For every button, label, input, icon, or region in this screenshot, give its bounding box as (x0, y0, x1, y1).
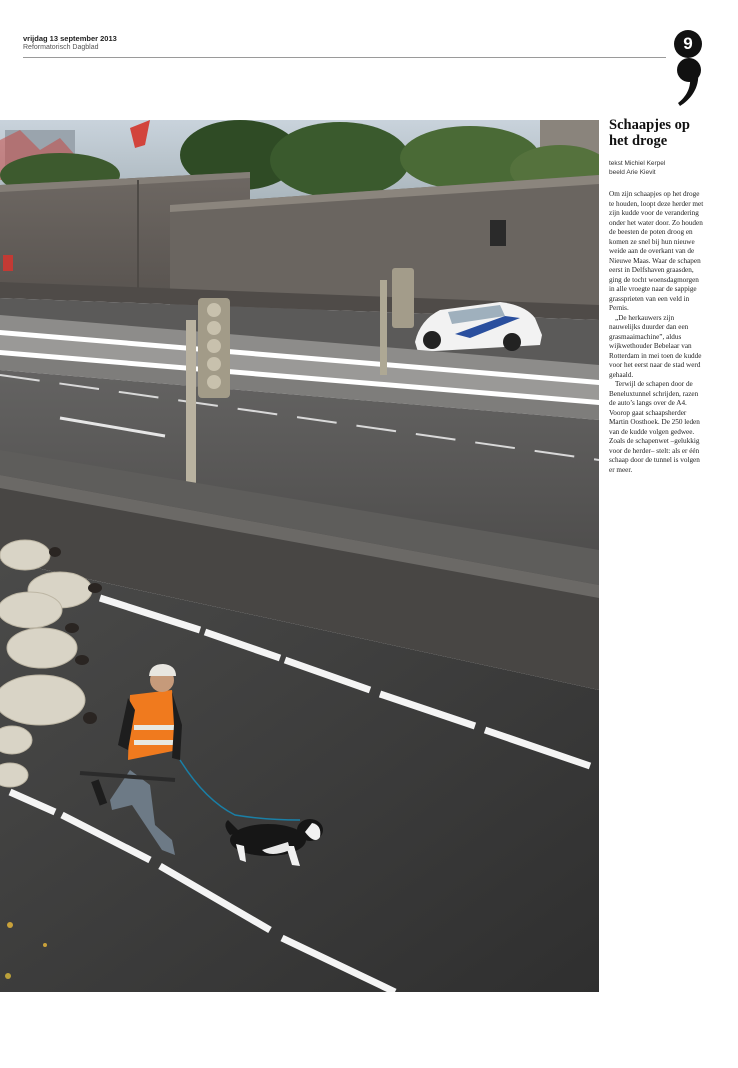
photo-illustration (0, 120, 599, 992)
page-number-badge (674, 30, 704, 108)
byline-photo: beeld Arie Kievit (609, 169, 656, 176)
article-headline: Schaapjes op het droge (609, 117, 690, 149)
article-column (609, 118, 705, 475)
byline-text: tekst Michiel Kerpel (609, 160, 666, 167)
tunnel-sheep-photo (0, 120, 599, 992)
article-paragraph: Om zijn schaapjes op het droge te houden, loopt deze herder met zijn kudde voor de verandering onder het water door. Zo houden de beesten de poten droog en komen ze snel bij hun nieuwe weide aan de overkant van de Nieuwe Maas. Waar de schapen eerst in Delfshaven graasden, ging de tocht woensdagmorgen in alle vroegte naar de sappige grassprieten van een veld in Pernis. (609, 190, 704, 312)
comma-mark-icon (674, 58, 704, 108)
newspaper-name: Reformatorisch Dagblad (23, 44, 99, 51)
page-number: 9 (674, 30, 702, 58)
header-divider (23, 57, 666, 58)
article-paragraph: „De herkauwers zijn nauwelijks duurder dan een grasmaaimachine”, aldus wijkwethouder Bebelaar van Rotterdam in mei toen de kudde voor het eerst naar de stad werd gehaald. (609, 313, 702, 379)
article-paragraph: Terwijl de schapen door de Beneluxtunnel schrijden, razen de auto’s langs over de A4. Voorop gaat schaapsherder Martin Oosthoek. De 250 leden van de kudde volgen gedwee. Zoals de schapenwet –gelukkig voor de herder– stelt: als er één schaap door de tunnel is volgen er meer. (609, 380, 700, 474)
article-body (609, 190, 705, 475)
issue-date: vrijdag 13 september 2013 (23, 34, 117, 43)
